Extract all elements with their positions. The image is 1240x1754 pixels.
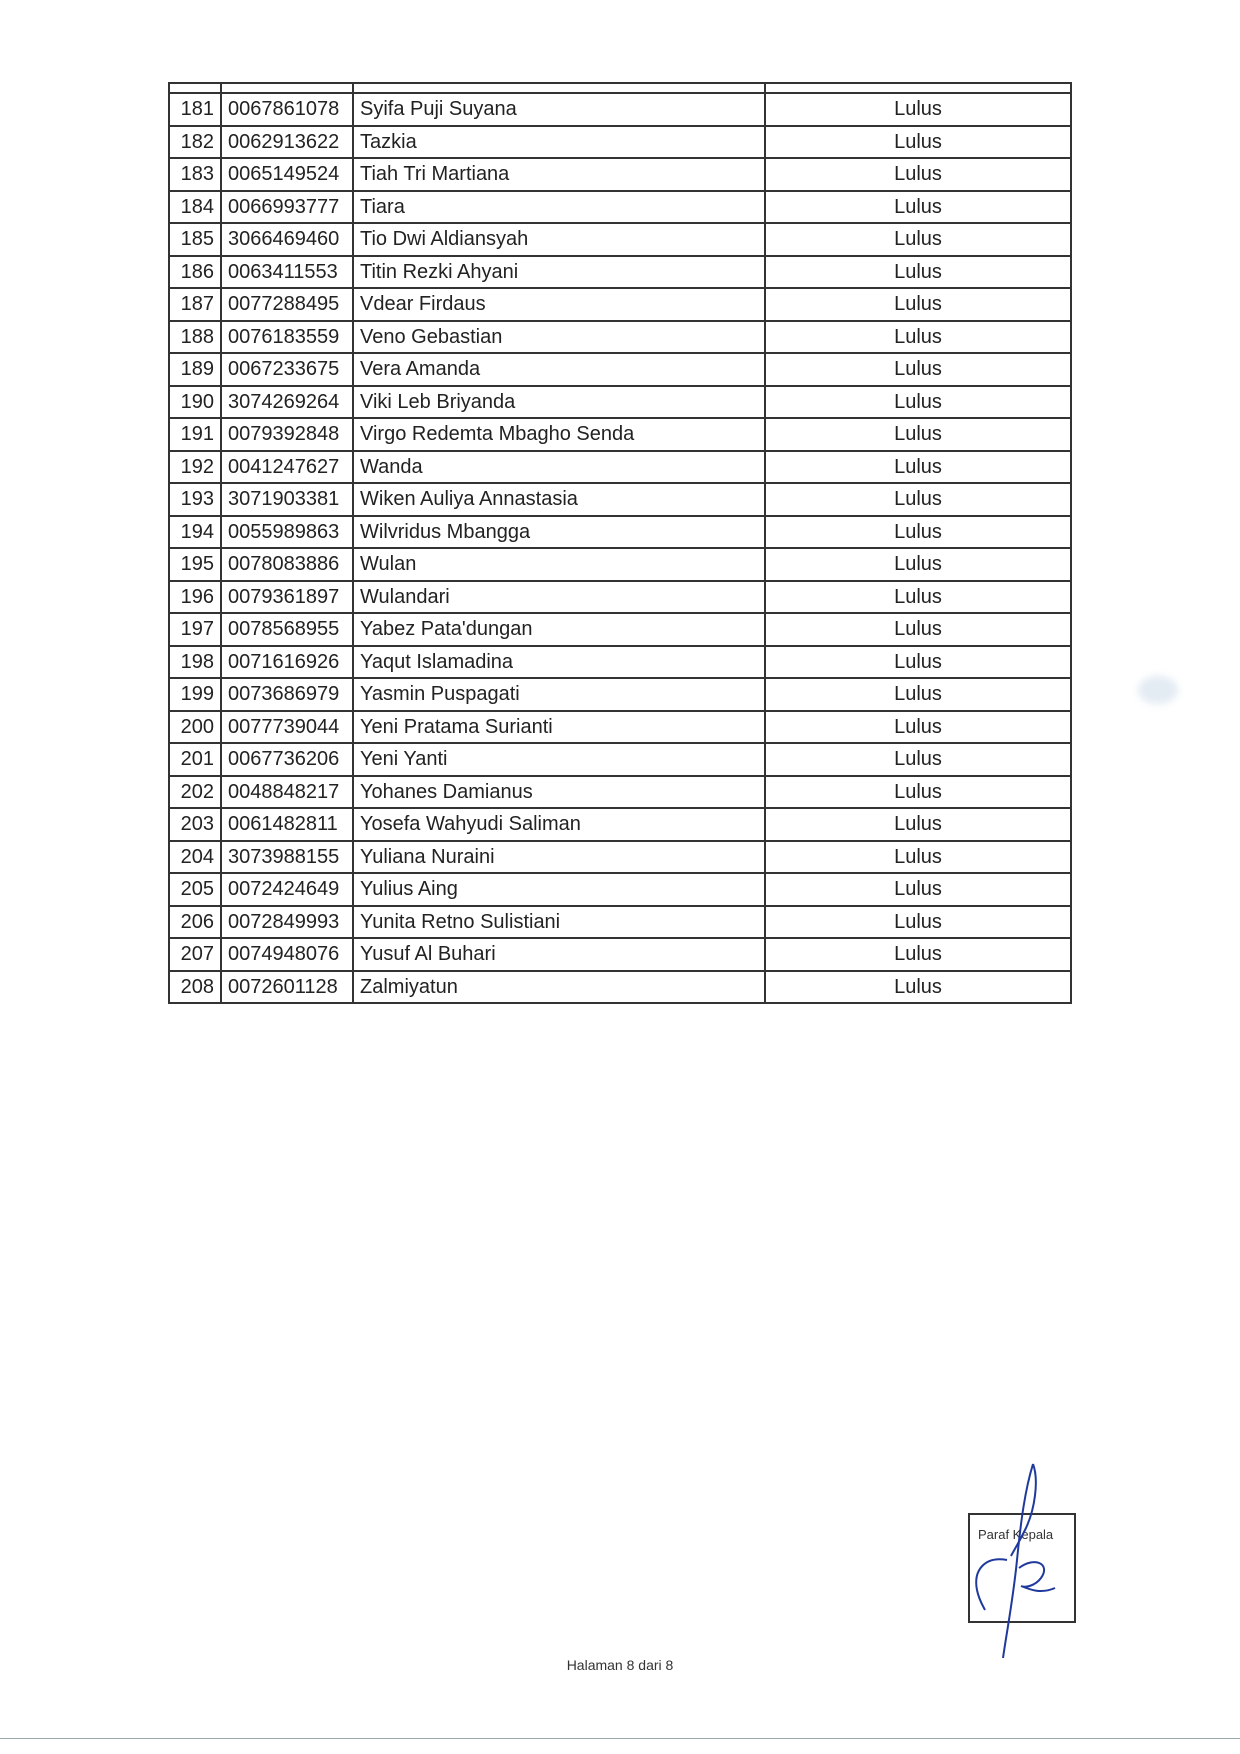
row-number: 204: [169, 841, 221, 874]
paraf-label: Paraf Kepala: [978, 1527, 1054, 1542]
student-nisn: 0063411553: [221, 256, 353, 289]
student-name: Wanda: [353, 451, 765, 484]
student-nisn: 0079392848: [221, 418, 353, 451]
table-row: [169, 711, 1071, 744]
graduation-status: Lulus: [765, 711, 1071, 744]
student-nisn: 0055989863: [221, 516, 353, 549]
row-number: 207: [169, 938, 221, 971]
graduation-status: Lulus: [765, 386, 1071, 419]
student-name: Vdear Firdaus: [353, 288, 765, 321]
table-row: [169, 516, 1071, 549]
row-number: 190: [169, 386, 221, 419]
row-number: 189: [169, 353, 221, 386]
table-row: [169, 191, 1071, 224]
graduation-status: Lulus: [765, 158, 1071, 191]
row-number: 184: [169, 191, 221, 224]
student-nisn: 0061482811: [221, 808, 353, 841]
table-row: [169, 841, 1071, 874]
graduation-status: Lulus: [765, 93, 1071, 126]
graduation-status: Lulus: [765, 808, 1071, 841]
row-number: 206: [169, 906, 221, 939]
student-nisn: 3073988155: [221, 841, 353, 874]
graduation-status: Lulus: [765, 613, 1071, 646]
table-row: [169, 646, 1071, 679]
row-number: 188: [169, 321, 221, 354]
student-nisn: 0076183559: [221, 321, 353, 354]
student-name: Virgo Redemta Mbagho Senda: [353, 418, 765, 451]
student-name: Yohanes Damianus: [353, 776, 765, 809]
table-row: [169, 581, 1071, 614]
student-nisn: 0072849993: [221, 906, 353, 939]
row-number: 202: [169, 776, 221, 809]
scan-smudge: [1138, 676, 1178, 704]
table-row: [169, 548, 1071, 581]
bottom-rule: [0, 1738, 1240, 1739]
row-number: 186: [169, 256, 221, 289]
row-number: 197: [169, 613, 221, 646]
signature-mark: [955, 1460, 1075, 1660]
row-number: 194: [169, 516, 221, 549]
table-header-strip: [169, 83, 1071, 93]
graduation-status: Lulus: [765, 483, 1071, 516]
table-row: [169, 743, 1071, 776]
graduation-status: Lulus: [765, 288, 1071, 321]
graduation-status: Lulus: [765, 223, 1071, 256]
table-row: [169, 353, 1071, 386]
row-number: 201: [169, 743, 221, 776]
student-nisn: 3066469460: [221, 223, 353, 256]
graduation-status: Lulus: [765, 548, 1071, 581]
table-row: [169, 808, 1071, 841]
graduation-status: Lulus: [765, 646, 1071, 679]
graduation-status: Lulus: [765, 971, 1071, 1004]
row-number: 185: [169, 223, 221, 256]
table-row: [169, 256, 1071, 289]
student-nisn: 0073686979: [221, 678, 353, 711]
table-row: [169, 776, 1071, 809]
row-number: 181: [169, 93, 221, 126]
row-number: 183: [169, 158, 221, 191]
graduation-status: Lulus: [765, 126, 1071, 159]
student-nisn: 0067736206: [221, 743, 353, 776]
student-name: Tiara: [353, 191, 765, 224]
graduation-status: Lulus: [765, 353, 1071, 386]
student-name: Yeni Yanti: [353, 743, 765, 776]
student-nisn: 0048848217: [221, 776, 353, 809]
student-nisn: 3071903381: [221, 483, 353, 516]
table-row: [169, 971, 1071, 1004]
graduation-status: Lulus: [765, 841, 1071, 874]
student-name: Wiken Auliya Annastasia: [353, 483, 765, 516]
student-nisn: 0077288495: [221, 288, 353, 321]
student-name: Wilvridus Mbangga: [353, 516, 765, 549]
row-number: 191: [169, 418, 221, 451]
table-row: [169, 906, 1071, 939]
row-number: 200: [169, 711, 221, 744]
graduation-status: Lulus: [765, 581, 1071, 614]
graduation-status: Lulus: [765, 451, 1071, 484]
row-number: 192: [169, 451, 221, 484]
student-nisn: 0062913622: [221, 126, 353, 159]
graduation-status: Lulus: [765, 418, 1071, 451]
student-name: Yasmin Puspagati: [353, 678, 765, 711]
graduation-status: Lulus: [765, 743, 1071, 776]
row-number: 195: [169, 548, 221, 581]
student-nisn: 0078568955: [221, 613, 353, 646]
table-row: [169, 288, 1071, 321]
graduation-status: Lulus: [765, 873, 1071, 906]
graduation-status: Lulus: [765, 938, 1071, 971]
table-row: [169, 418, 1071, 451]
student-nisn: 3074269264: [221, 386, 353, 419]
table-row: [169, 386, 1071, 419]
row-number: 193: [169, 483, 221, 516]
student-nisn: 0074948076: [221, 938, 353, 971]
student-name: Yeni Pratama Surianti: [353, 711, 765, 744]
student-name: Yabez Pata'dungan: [353, 613, 765, 646]
table-row: [169, 613, 1071, 646]
student-name: Vera Amanda: [353, 353, 765, 386]
student-name: Tazkia: [353, 126, 765, 159]
student-nisn: 0072424649: [221, 873, 353, 906]
student-name: Yuliana Nuraini: [353, 841, 765, 874]
student-nisn: 0067861078: [221, 93, 353, 126]
table-row: [169, 483, 1071, 516]
student-nisn: 0066993777: [221, 191, 353, 224]
row-number: 205: [169, 873, 221, 906]
graduation-status: Lulus: [765, 256, 1071, 289]
row-number: 203: [169, 808, 221, 841]
student-nisn: 0072601128: [221, 971, 353, 1004]
student-name: Yosefa Wahyudi Saliman: [353, 808, 765, 841]
table-row: [169, 873, 1071, 906]
student-nisn: 0065149524: [221, 158, 353, 191]
graduation-status: Lulus: [765, 516, 1071, 549]
student-name: Zalmiyatun: [353, 971, 765, 1004]
student-name: Yaqut Islamadina: [353, 646, 765, 679]
student-name: Yulius Aing: [353, 873, 765, 906]
row-number: 208: [169, 971, 221, 1004]
graduation-status: Lulus: [765, 906, 1071, 939]
table-row: [169, 223, 1071, 256]
table-row: [169, 321, 1071, 354]
table-row: [169, 93, 1071, 126]
student-name: Veno Gebastian: [353, 321, 765, 354]
table-row: [169, 451, 1071, 484]
student-name: Tio Dwi Aldiansyah: [353, 223, 765, 256]
graduation-results-table: [168, 82, 1072, 1004]
student-name: Tiah Tri Martiana: [353, 158, 765, 191]
student-name: Syifa Puji Suyana: [353, 93, 765, 126]
student-name: Wulan: [353, 548, 765, 581]
graduation-status: Lulus: [765, 321, 1071, 354]
student-name: Titin Rezki Ahyani: [353, 256, 765, 289]
student-nisn: 0067233675: [221, 353, 353, 386]
row-number: 187: [169, 288, 221, 321]
student-name: Wulandari: [353, 581, 765, 614]
row-number: 182: [169, 126, 221, 159]
table-row: [169, 678, 1071, 711]
row-number: 199: [169, 678, 221, 711]
student-nisn: 0079361897: [221, 581, 353, 614]
row-number: 198: [169, 646, 221, 679]
student-nisn: 0077739044: [221, 711, 353, 744]
graduation-status: Lulus: [765, 678, 1071, 711]
page-number: Halaman 8 dari 8: [566, 1657, 674, 1673]
graduation-status: Lulus: [765, 191, 1071, 224]
student-name: Yunita Retno Sulistiani: [353, 906, 765, 939]
table-row: [169, 126, 1071, 159]
student-nisn: 0071616926: [221, 646, 353, 679]
row-number: 196: [169, 581, 221, 614]
graduation-status: Lulus: [765, 776, 1071, 809]
student-name: Yusuf Al Buhari: [353, 938, 765, 971]
table-row: [169, 158, 1071, 191]
student-name: Viki Leb Briyanda: [353, 386, 765, 419]
student-nisn: 0078083886: [221, 548, 353, 581]
table-row: [169, 938, 1071, 971]
student-nisn: 0041247627: [221, 451, 353, 484]
